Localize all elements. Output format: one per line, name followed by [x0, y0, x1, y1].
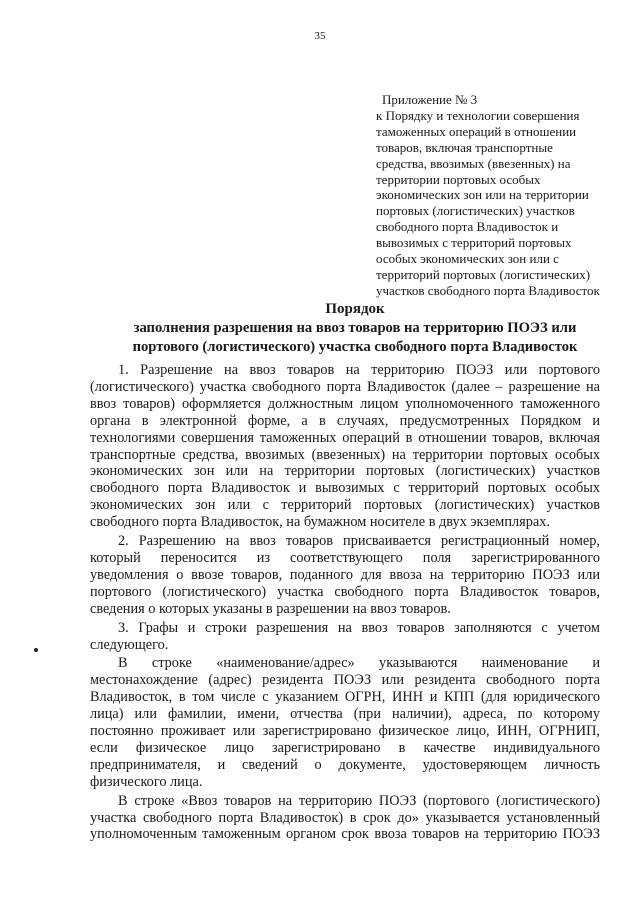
text-line: 1. Разрешение на ввоз товаров на территорию ПОЭЗ или портового	[118, 362, 600, 378]
appendix-title: Приложение № 3	[382, 92, 478, 107]
appendix-line: территорий портовых (логистических)	[376, 266, 591, 282]
appendix-header	[376, 92, 608, 299]
page-number: 35	[314, 30, 326, 42]
text-line: В строке «Ввоз товаров на территорию ПОЭЗ (портового (логистического)	[118, 792, 600, 809]
text-line: технологиями совершения таможенных операций в отношении товаров, включая	[90, 429, 600, 446]
appendix-line: средства, ввозимых (ввезенных) на	[376, 155, 571, 171]
document-title	[60, 300, 640, 357]
text-line: экономических зон или на территории портовых (логистических) участков	[90, 463, 600, 480]
margin-mark	[34, 648, 38, 652]
document-body	[90, 362, 600, 843]
text-line: уполномоченным таможенным органом срок ввоза товаров на территорию ПОЭЗ	[90, 826, 600, 843]
title-line-2: заполнения разрешения на ввоз товаров на территорию ПОЭЗ или	[133, 320, 577, 336]
text-line: 2. Разрешению на ввоз товаров присваивается регистрационный номер,	[118, 533, 600, 550]
text-line: экономических зон или с территорий портовых (логистических) участков	[90, 497, 600, 514]
text-line: постоянно проживает или зарегистрировано физическое лицо, ИНН, ОГРНИП,	[90, 723, 600, 740]
paragraph-1	[90, 362, 600, 531]
text-line: свободного порта Владивосток, на бумажном носителе в двух экземплярах.	[90, 514, 550, 531]
appendix-line: экономических зон или на территории	[376, 187, 589, 203]
title-line-1: Порядок	[325, 301, 385, 317]
appendix-line: таможенных операций в отношении	[376, 123, 577, 139]
text-line: транспортные средства, ввозимых (ввезенных) на территории портовых особых	[90, 446, 600, 463]
text-line: физического лица.	[90, 773, 203, 790]
text-line: органа в электронной форме, а в случаях, предусмотренных Порядком и	[90, 412, 600, 429]
text-line: лица) или фамилии, имени, отчества (при наличии), адреса, по которому	[90, 706, 600, 723]
paragraph-5	[90, 793, 600, 844]
text-line: который переносится из соответствующего поля зарегистрированного	[90, 549, 600, 566]
title-line-3: портового (логистического) участка свободного порта Владивосток	[132, 339, 578, 355]
appendix-line: портовых (логистических) участков	[376, 203, 575, 219]
appendix-line: территории портовых особых	[376, 171, 541, 187]
paragraph-3	[90, 620, 600, 654]
appendix-line: товаров, включая транспортные	[376, 139, 553, 155]
paragraph-2	[90, 533, 600, 618]
text-line: местонахождение (адрес) резидента ПОЭЗ или резидента свободного порта	[90, 672, 600, 689]
text-line: В строке «наименование/адрес» указываются наименование и	[118, 655, 600, 672]
appendix-line: особых экономических зон или с	[376, 251, 559, 267]
text-line: сведения о которых указаны в разрешении на ввоз товаров.	[90, 600, 451, 617]
paragraph-4	[90, 655, 600, 790]
appendix-line: участков свободного порта Владивосток	[376, 282, 600, 298]
text-line: уведомления о ввозе товаров, поданного для ввоза на территорию ПОЭЗ или	[90, 566, 600, 583]
appendix-line: вывозимых с территорий портовых	[376, 235, 572, 251]
text-line: участка свободного порта Владивосток) в срок до» указывается установленный	[90, 809, 600, 826]
text-line: предпринимателя, и сведений о документе, удостоверяющем личность	[90, 756, 600, 773]
text-line: Владивосток, в том числе с указанием ОГРН, ИНН и КПП (для юридического	[90, 689, 600, 706]
text-line: если физическое лицо зарегистрировано в качестве индивидуального	[90, 739, 600, 756]
text-line: ввоз товаров) оформляется должностным лицом уполномоченного таможенного	[90, 395, 600, 412]
text-line: следующего.	[90, 636, 169, 653]
text-line: (логистического) участка свободного порта Владивосток (далее – разрешение на	[90, 378, 600, 395]
text-line: свободного порта Владивосток и вывозимых с территорий портовых особых	[90, 480, 600, 497]
text-line: портового (логистического) участка свободного порта Владивосток товаров,	[90, 583, 600, 600]
appendix-line: к Порядку и технологии совершения	[376, 107, 580, 123]
text-line: 3. Графы и строки разрешения на ввоз товаров заполняются с учетом	[118, 619, 600, 636]
appendix-line: свободного порта Владивосток и	[376, 219, 559, 235]
